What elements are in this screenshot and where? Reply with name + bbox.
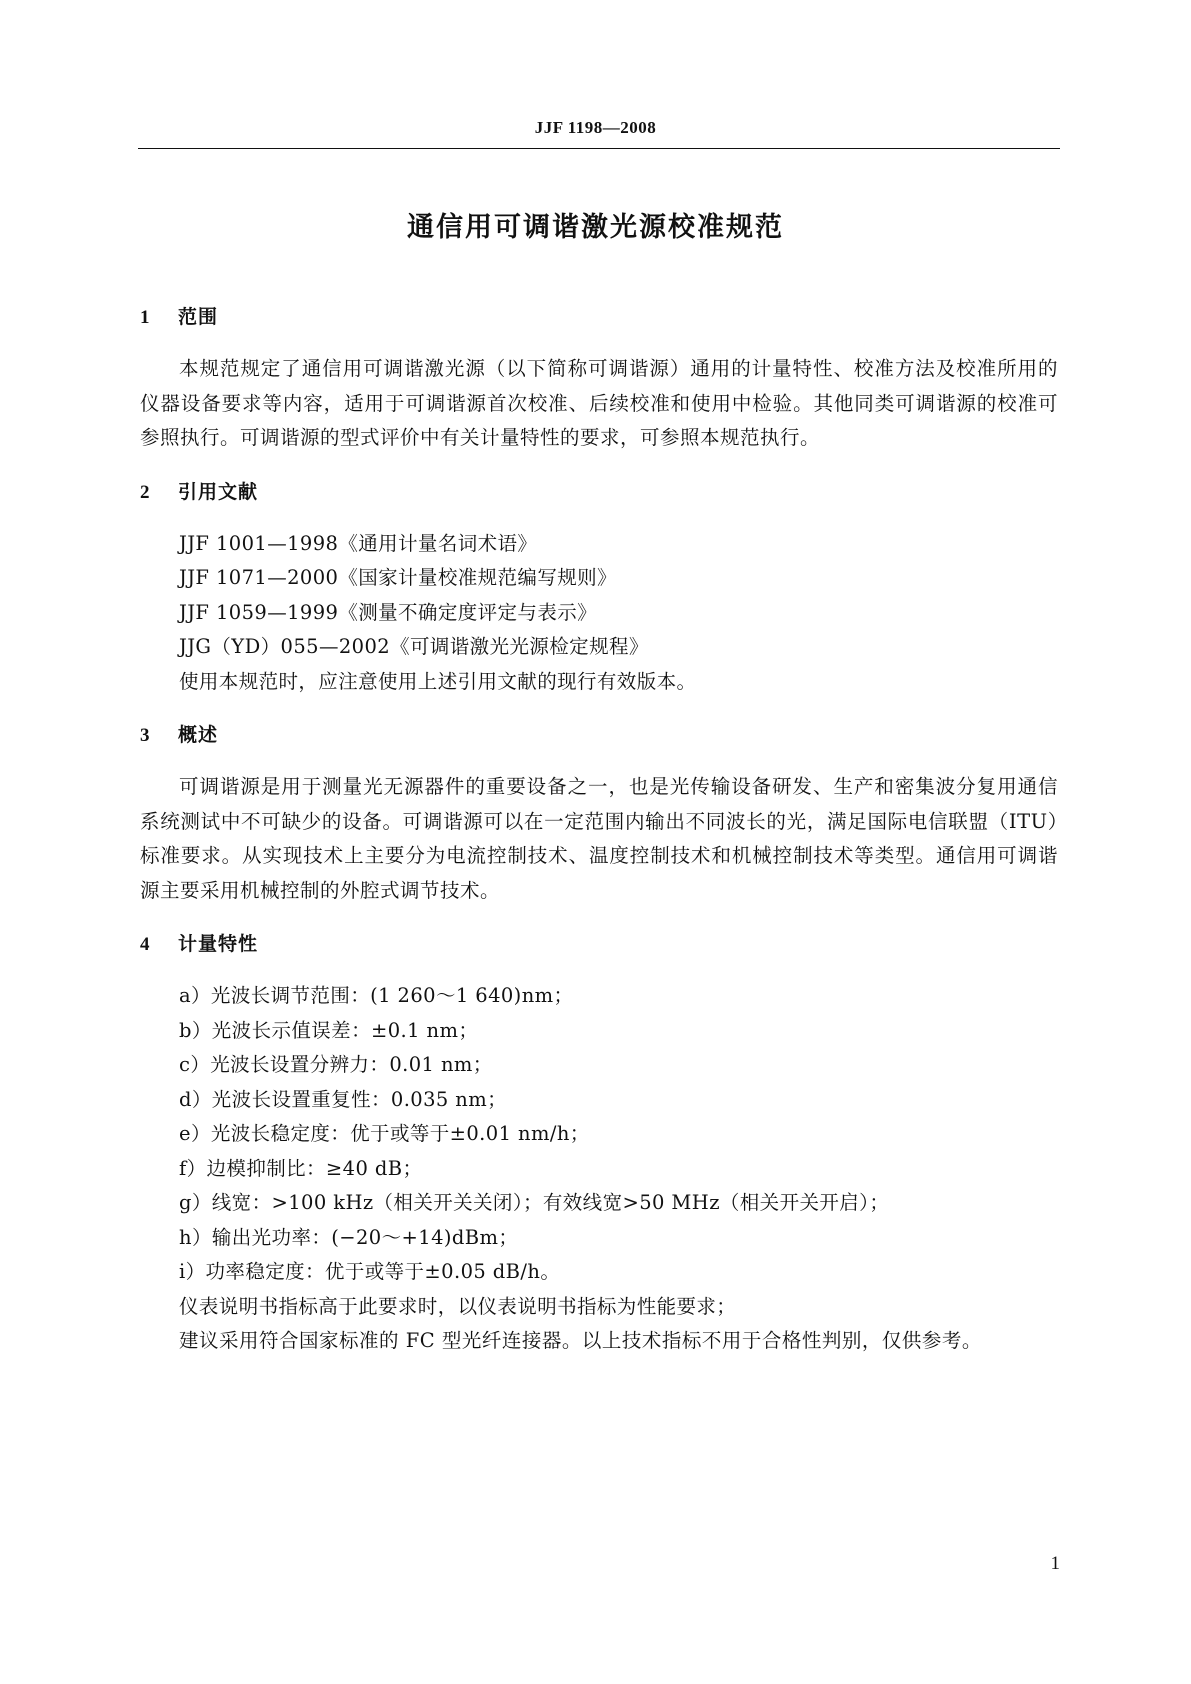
section-title: 计量特性 [178, 933, 259, 955]
section-title: 范围 [178, 306, 219, 328]
connector-recommendation: 建议采用符合国家标准的 FC 型光纤连接器。以上技术指标不用于合格性判别，仅供参考。 [179, 1329, 982, 1352]
spec-item: f）边模抑制比：≥40 dB； [179, 1156, 423, 1180]
section-title: 引用文献 [178, 480, 259, 503]
spec-item: c）光波长设置分辨力：0.01 nm； [179, 1053, 493, 1076]
section-heading-metrology [140, 927, 1058, 961]
spec-item: i）功率稳定度：优于或等于±0.05 dB/h。 [179, 1260, 561, 1283]
section-heading-scope [140, 300, 1058, 334]
document-body [140, 300, 1058, 1359]
section-number: 2 [140, 481, 151, 503]
overview-paragraph: 可调谐源是用于测量光无源器件的重要设备之一，也是光传输设备研发、生产和密集波分复用通信系统测试中不可缺少的设备。可调谐源可以在一定范围内输出不同波长的光，满足国际电信联盟（ITU）标准要求。从实现技术上主要分为电流控制技术、温度控制技术和机械控制技术等类型。通信用可调谐源主要采用机械控制的外腔式调节技术。 [140, 775, 1058, 902]
spec-item: e）光波长稳定度：优于或等于±0.01 nm/h； [179, 1122, 590, 1145]
spec-note: 仪表说明书指标高于此要求时，以仪表说明书指标为性能要求； [179, 1294, 737, 1318]
page-number: 1 [1050, 1553, 1060, 1574]
section-number: 4 [140, 934, 151, 955]
section-heading-references [140, 475, 1058, 509]
spec-item: b）光波长示值误差：±0.1 nm； [179, 1018, 479, 1042]
reference-item: JJF 1001—1998《通用计量名词术语》 [179, 531, 538, 555]
section-number: 1 [140, 307, 151, 328]
section-heading-overview [140, 718, 1058, 752]
reference-note: 使用本规范时，应注意使用上述引用文献的现行有效版本。 [179, 669, 697, 693]
spec-item: g）线宽：>100 kHz（相关开关关闭）；有效线宽>50 MHz（相关开关开启）； [179, 1191, 890, 1214]
header-divider [138, 148, 1060, 149]
reference-item: JJF 1071—2000《国家计量校准规范编写规则》 [179, 566, 617, 589]
spec-item: a）光波长调节范围：(1 260～1 640)nm； [179, 984, 574, 1007]
section-number: 3 [140, 725, 151, 746]
reference-item: JJG（YD）055—2002《可调谐激光光源检定规程》 [179, 635, 649, 658]
standard-code-header: JJF 1198—2008 [534, 118, 657, 137]
spec-item: d）光波长设置重复性：0.035 nm； [179, 1087, 508, 1111]
section-title: 概述 [178, 724, 219, 746]
reference-item: JJF 1059—1999《测量不确定度评定与表示》 [179, 600, 598, 624]
scope-paragraph: 本规范规定了通信用可调谐激光源（以下简称可调谐源）通用的计量特性、校准方法及校准所用的仪器设备要求等内容，适用于可调谐源首次校准、后续校准和使用中检验。其他同类可调谐源的校准可参照执行。可调谐源的型式评价中有关计量特性的要求，可参照本规范执行。 [140, 357, 1058, 449]
document-title: 通信用可调谐激光源校准规范 [407, 212, 784, 243]
spec-item: h）输出光功率：(−20～+14)dBm； [179, 1225, 519, 1249]
